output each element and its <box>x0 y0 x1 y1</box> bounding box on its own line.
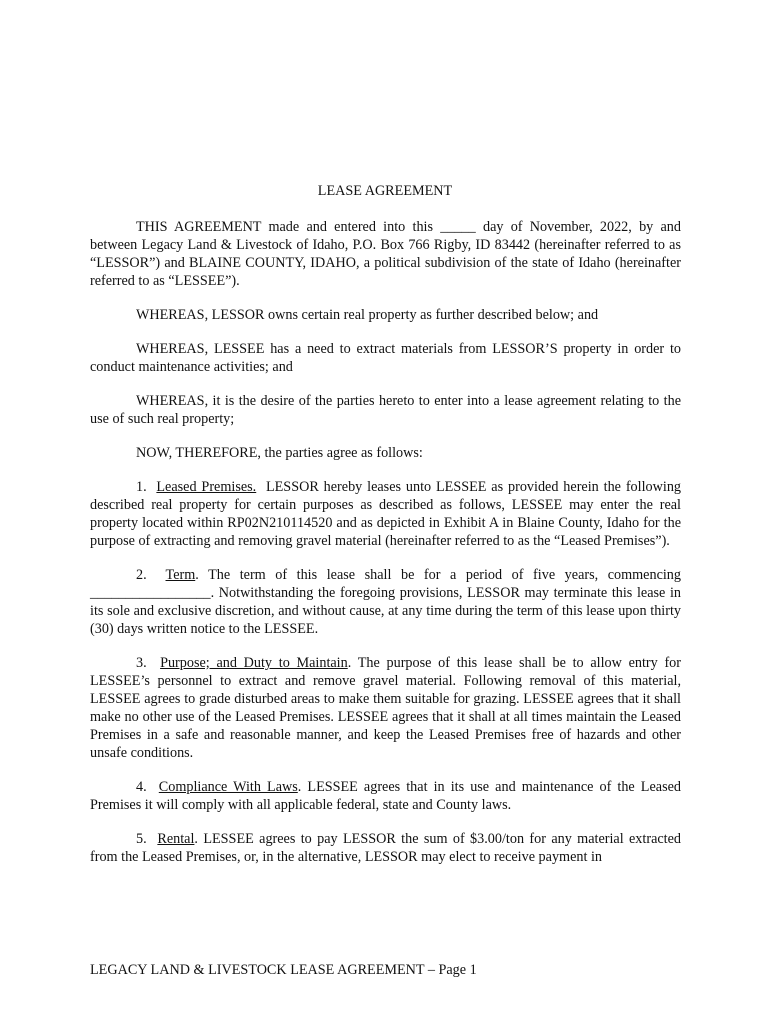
section-number: 3. <box>136 655 147 671</box>
section-compliance <box>90 778 681 814</box>
section-term <box>90 566 681 638</box>
section-text: . The term of this lease shall be for a period of five years, commencing _________________. Notwithstanding the foregoing provisions, LESSOR may terminate this lease in its sole and exclusive discretion, and without cause, at any time during the term of this lease upon thirty (30) days written notice to the LESSEE. <box>90 567 681 637</box>
section-number: 2. <box>136 567 147 583</box>
document-body <box>90 218 681 882</box>
section-heading: Term <box>165 567 196 583</box>
section-text: . LESSEE agrees to pay LESSOR the sum of $3.00/ton for any material extracted from the Leased Premises, or, in the alternative, LESSOR may elect to receive payment in <box>90 831 681 865</box>
section-rental <box>90 830 681 866</box>
section-heading: Rental <box>157 831 195 847</box>
section-purpose <box>90 654 681 762</box>
section-heading: Purpose; and Duty to Maintain <box>160 655 348 671</box>
section-number: 4. <box>136 779 147 795</box>
section-number: 5. <box>136 831 147 847</box>
section-text: . LESSEE agrees that in its use and maintenance of the Leased Premises it will comply with all applicable federal, state and County laws. <box>90 779 681 813</box>
whereas-paragraph-3: WHEREAS, it is the desire of the parties hereto to enter into a lease agreement relating to the use of such real property; <box>90 393 681 427</box>
whereas-paragraph-1: WHEREAS, LESSOR owns certain real property as further described below; and <box>136 307 599 323</box>
whereas-paragraph-2: WHEREAS, LESSEE has a need to extract materials from LESSOR’S property in order to conduct maintenance activities; and <box>90 341 681 375</box>
section-heading: Compliance With Laws <box>158 779 298 795</box>
section-heading: Leased Premises. <box>156 479 257 495</box>
section-text: LESSOR hereby leases unto LESSEE as provided herein the following described real property for certain purposes as described as follows, LESSEE may enter the real property located within RP02N210114520 and as depicted in Exhibit A in Blaine County, Idaho for the purpose of extracting and removing gravel material (hereinafter referred to as the “Leased Premises”). <box>90 479 682 549</box>
section-number: 1. <box>136 479 147 495</box>
document-title: LEASE AGREEMENT <box>317 183 453 199</box>
section-text: . The purpose of this lease shall be to allow entry for LESSEE’s personnel to extract and remove gravel material. Following removal of this material, LESSEE agrees to grade disturbed areas to make them suitable for grazing. LESSEE agrees that it shall make no other use of the Leased Premises. LESSEE agrees that it shall at all times maintain the Leased Premises in a safe and reasonable manner, and keep the Leased Premises free of hazards and other unsafe conditions. <box>90 655 682 761</box>
intro-paragraph: THIS AGREEMENT made and entered into this _____ day of November, 2022, by and between Legacy Land & Livestock of Idaho, P.O. Box 766 Rigby, ID 83442 (hereinafter referred to as “LESSOR”) and BLAINE COUNTY, IDAHO, a political subdivision of the state of Idaho (hereinafter referred to as “LESSEE”). <box>90 219 681 289</box>
page-footer: LEGACY LAND & LIVESTOCK LEASE AGREEMENT – Page 1 <box>90 962 477 978</box>
now-therefore-paragraph: NOW, THEREFORE, the parties agree as follows: <box>136 445 423 461</box>
section-leased-premises <box>90 478 681 550</box>
